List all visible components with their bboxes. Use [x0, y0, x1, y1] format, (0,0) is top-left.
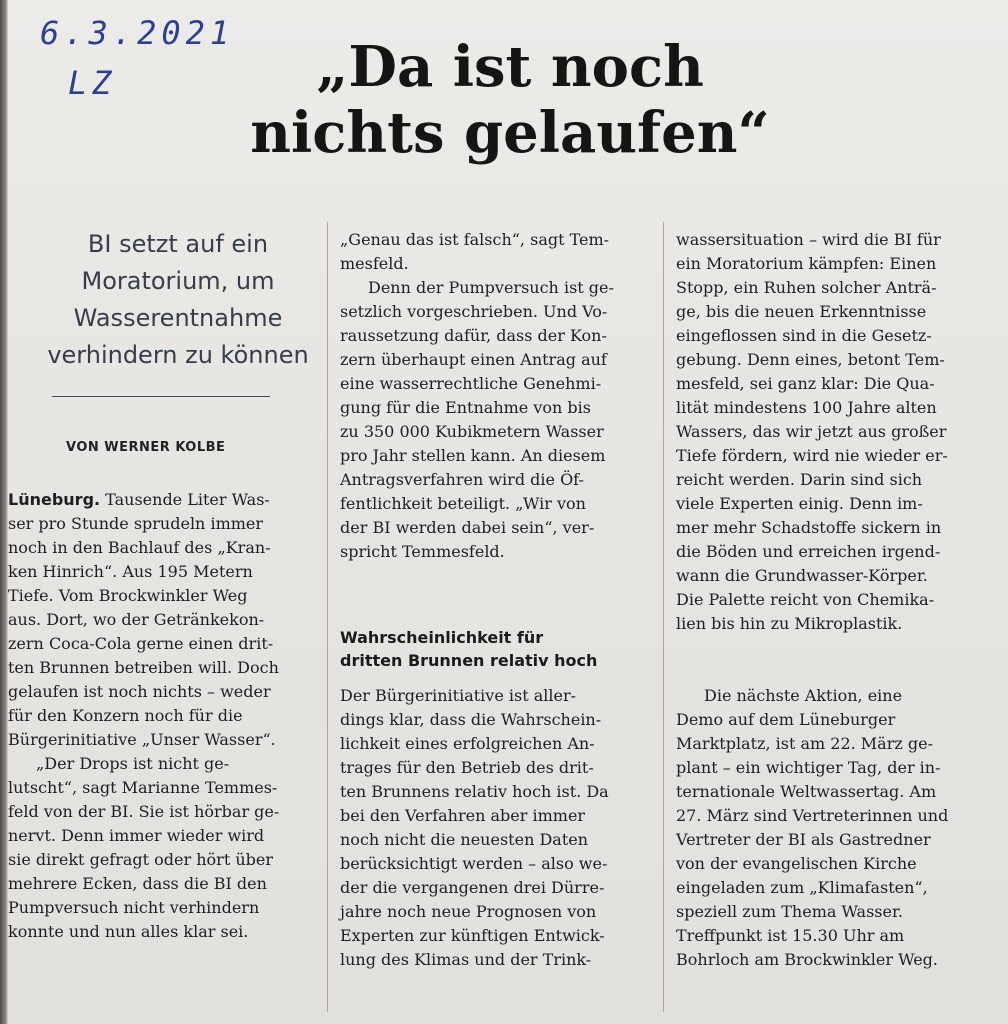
text-line — [340, 348, 650, 372]
text-line — [340, 516, 650, 540]
text-line — [676, 924, 988, 948]
text-line — [8, 512, 313, 536]
text-line-content: mesfeld, sei ganz klar: Die Qua- — [676, 374, 935, 393]
text-line — [340, 300, 650, 324]
text-line-content: Pumpversuch nicht verhindern — [8, 898, 260, 917]
text-line — [676, 948, 988, 972]
text-line-content: Demo auf dem Lüneburger — [676, 710, 896, 729]
text-line-content: fentlichkeit beteiligt. „Wir von — [340, 494, 586, 513]
text-line — [340, 276, 650, 300]
text-line-content: ten Brunnen betreiben will. Doch — [8, 658, 279, 677]
text-line — [676, 780, 988, 804]
text-line — [340, 876, 650, 900]
text-line-content: lichkeit eines erfolgreichen An- — [340, 734, 595, 753]
headline-line: „Da ist noch — [316, 34, 704, 100]
article-column-2-continued — [340, 684, 650, 972]
text-line-content: 27. März sind Vertreterinnen und — [676, 806, 949, 825]
text-line-content: Tiefe fördern, wird nie wieder er- — [676, 446, 948, 465]
text-line — [676, 492, 988, 516]
text-line — [676, 564, 988, 588]
text-line-content: bei den Verfahren aber immer — [340, 806, 586, 825]
text-line — [8, 776, 313, 800]
text-line-content: lung des Klimas und der Trink- — [340, 950, 592, 969]
text-line-content: speziell zum Thema Wasser. — [676, 902, 903, 921]
text-line — [676, 756, 988, 780]
text-line-content: Vertreter der BI als Gastredner — [676, 830, 931, 849]
teaser-divider — [52, 396, 270, 397]
text-line-content: berücksichtigt werden – also we- — [340, 854, 608, 873]
text-line-content: der die vergangenen drei Dürre- — [340, 878, 605, 897]
text-line-content: noch in den Bachlauf des „Kran- — [8, 538, 271, 557]
text-line-content: gelaufen ist noch nichts – weder — [8, 682, 271, 701]
text-line — [676, 588, 988, 612]
text-line-content: Denn der Pumpversuch ist ge- — [368, 278, 614, 297]
text-line — [676, 396, 988, 420]
text-line — [8, 728, 313, 752]
text-line-content: von der evangelischen Kirche — [676, 854, 917, 873]
text-line — [340, 228, 650, 252]
teaser-line: Moratorium, um — [81, 267, 275, 295]
text-line — [676, 444, 988, 468]
text-line — [340, 396, 650, 420]
text-line — [340, 924, 650, 948]
text-line — [8, 896, 313, 920]
article-column-3-continued — [676, 684, 988, 972]
text-line-content: ternationale Weltwassertag. Am — [676, 782, 937, 801]
headline-line: nichts gelaufen“ — [250, 100, 770, 166]
text-line-content: ken Hinrich“. Aus 195 Metern — [8, 562, 253, 581]
text-line-content: reicht werden. Darin sind sich — [676, 470, 923, 489]
text-line — [8, 752, 313, 776]
text-line — [340, 252, 650, 276]
text-line-content: setzlich vorgeschrieben. Und Vo- — [340, 302, 608, 321]
text-line-content: lien bis hin zu Mikroplastik. — [676, 614, 903, 633]
text-line — [340, 492, 650, 516]
text-line-content: noch nicht die neuesten Daten — [340, 830, 589, 849]
text-line — [8, 800, 313, 824]
text-line-content: Tausende Liter Was- — [100, 490, 270, 509]
text-line-content: ser pro Stunde sprudeln immer — [8, 514, 264, 533]
text-line-content: Stopp, ein Ruhen solcher Anträ- — [676, 278, 937, 297]
subheading — [340, 626, 650, 672]
text-line-content: mer mehr Schadstoffe sickern in — [676, 518, 942, 537]
text-line-content: zern Coca-Cola gerne einen drit- — [8, 634, 274, 653]
text-line — [676, 468, 988, 492]
text-line-content: raussetzung dafür, dass der Kon- — [340, 326, 607, 345]
text-line — [340, 684, 650, 708]
text-line-content: jahre noch neue Prognosen von — [340, 902, 597, 921]
text-line-content: ge, bis die neuen Erkenntnisse — [676, 302, 927, 321]
text-line — [8, 704, 313, 728]
text-line — [676, 684, 988, 708]
column-divider — [663, 222, 664, 1012]
handwritten-date: 6.3.2021 — [40, 14, 235, 52]
text-line — [676, 300, 988, 324]
text-line — [8, 584, 313, 608]
article-column-2 — [340, 228, 650, 564]
text-line — [676, 828, 988, 852]
article-column-3 — [676, 228, 988, 636]
text-line-content: gebung. Denn eines, betont Tem- — [676, 350, 945, 369]
text-line-content: gung für die Entnahme von bis — [340, 398, 591, 417]
text-line — [676, 516, 988, 540]
text-line-content: dings klar, dass die Wahrschein- — [340, 710, 602, 729]
text-line-content: Der Bürgerinitiative ist aller- — [340, 686, 577, 705]
text-line — [8, 536, 313, 560]
text-line — [340, 900, 650, 924]
text-line-content: Tiefe. Vom Brockwinkler Weg — [8, 586, 248, 605]
text-line — [340, 948, 650, 972]
text-line — [340, 756, 650, 780]
text-line — [676, 732, 988, 756]
text-line-content: Die nächste Aktion, eine — [704, 686, 903, 705]
text-line — [676, 852, 988, 876]
text-line — [676, 900, 988, 924]
text-line — [8, 680, 313, 704]
text-line-content: konnte und nun alles klar sei. — [8, 922, 249, 941]
text-line-content: der BI werden dabei sein“, ver- — [340, 518, 595, 537]
text-line-content: Treffpunkt ist 15.30 Uhr am — [676, 926, 905, 945]
text-line-content: feld von der BI. Sie ist hörbar ge- — [8, 802, 280, 821]
text-line — [8, 824, 313, 848]
text-line-content: wann die Grundwasser-Körper. — [676, 566, 928, 585]
text-line-content: trages für den Betrieb des drit- — [340, 758, 594, 777]
text-line-content: mesfeld. — [340, 254, 409, 273]
subheading-line: dritten Brunnen relativ hoch — [340, 651, 598, 670]
text-line — [340, 852, 650, 876]
text-line-content: eingeladen zum „Klimafasten“, — [676, 878, 928, 897]
text-line — [8, 632, 313, 656]
text-line-content: Wassers, das wir jetzt aus großer — [676, 422, 947, 441]
text-line — [340, 444, 650, 468]
teaser-line: verhindern zu können — [47, 341, 309, 369]
text-line-content: „Der Drops ist nicht ge- — [36, 754, 230, 773]
text-line — [676, 252, 988, 276]
text-line — [340, 708, 650, 732]
text-line — [340, 780, 650, 804]
teaser — [28, 226, 328, 374]
text-line-content: wassersituation – wird die BI für — [676, 230, 941, 249]
text-line-content: spricht Temmesfeld. — [340, 542, 505, 561]
text-line-content: lutscht“, sagt Marianne Temmes- — [8, 778, 278, 797]
text-line-content: ein Moratorium kämpfen: Einen — [676, 254, 937, 273]
paper-edge-shadow — [0, 0, 8, 1024]
text-line-content: Antragsverfahren wird die Öf- — [340, 470, 584, 489]
subheading-line: Wahrscheinlichkeit für — [340, 628, 544, 647]
text-line — [676, 612, 988, 636]
dateline: Lüneburg. — [8, 490, 101, 509]
text-line — [676, 708, 988, 732]
text-line — [340, 828, 650, 852]
text-line-content: Bürgerinitiative „Unser Wasser“. — [8, 730, 276, 749]
text-line — [340, 372, 650, 396]
text-line — [8, 560, 313, 584]
text-line-content: Experten zur künftigen Entwick- — [340, 926, 605, 945]
text-line — [8, 656, 313, 680]
text-line — [8, 872, 313, 896]
text-line — [676, 276, 988, 300]
text-line-content: pro Jahr stellen kann. An diesem — [340, 446, 606, 465]
text-line — [676, 876, 988, 900]
text-line-content: ten Brunnens relativ hoch ist. Da — [340, 782, 609, 801]
text-line-content: eingeflossen sind in die Gesetz- — [676, 326, 932, 345]
teaser-line: BI setzt auf ein — [87, 230, 269, 258]
text-line-content: lität mindestens 100 Jahre alten — [676, 398, 937, 417]
text-line-content: „Genau das ist falsch“, sagt Tem- — [340, 230, 610, 249]
text-line-content: zern überhaupt einen Antrag auf — [340, 350, 607, 369]
text-line-content: für den Konzern noch für die — [8, 706, 243, 725]
text-line-content: die Böden und erreichen irgend- — [676, 542, 941, 561]
text-line — [340, 324, 650, 348]
text-line-content: Die Palette reicht von Chemika- — [676, 590, 935, 609]
text-line — [340, 420, 650, 444]
text-line-content: Marktplatz, ist am 22. März ge- — [676, 734, 933, 753]
text-line-content: mehrere Ecken, dass die BI den — [8, 874, 267, 893]
text-line — [8, 488, 313, 512]
headline — [190, 34, 830, 166]
text-line — [8, 608, 313, 632]
text-line — [340, 804, 650, 828]
text-line — [676, 228, 988, 252]
text-line — [8, 848, 313, 872]
text-line — [676, 348, 988, 372]
text-line — [8, 920, 313, 944]
text-line — [676, 804, 988, 828]
text-line — [340, 468, 650, 492]
text-line — [340, 540, 650, 564]
handwritten-source: LZ — [68, 64, 117, 102]
text-line-content: sie direkt gefragt oder hört über — [8, 850, 273, 869]
byline: VON WERNER KOLBE — [66, 440, 226, 455]
teaser-line: Wasserentnahme — [73, 304, 283, 332]
text-line — [676, 420, 988, 444]
text-line — [676, 372, 988, 396]
text-line-content: plant – ein wichtiger Tag, der in- — [676, 758, 941, 777]
text-line — [676, 540, 988, 564]
text-line-content: aus. Dort, wo der Getränkekon- — [8, 610, 265, 629]
text-line-content: eine wasserrechtliche Genehmi- — [340, 374, 602, 393]
text-line-content: nervt. Denn immer wieder wird — [8, 826, 265, 845]
text-line-content: Bohrloch am Brockwinkler Weg. — [676, 950, 939, 969]
text-line-content: viele Experten einig. Denn im- — [676, 494, 923, 513]
text-line — [676, 324, 988, 348]
text-line — [340, 732, 650, 756]
article-column-1 — [8, 488, 313, 944]
column-divider — [327, 222, 328, 1012]
text-line-content: zu 350 000 Kubikmetern Wasser — [340, 422, 604, 441]
